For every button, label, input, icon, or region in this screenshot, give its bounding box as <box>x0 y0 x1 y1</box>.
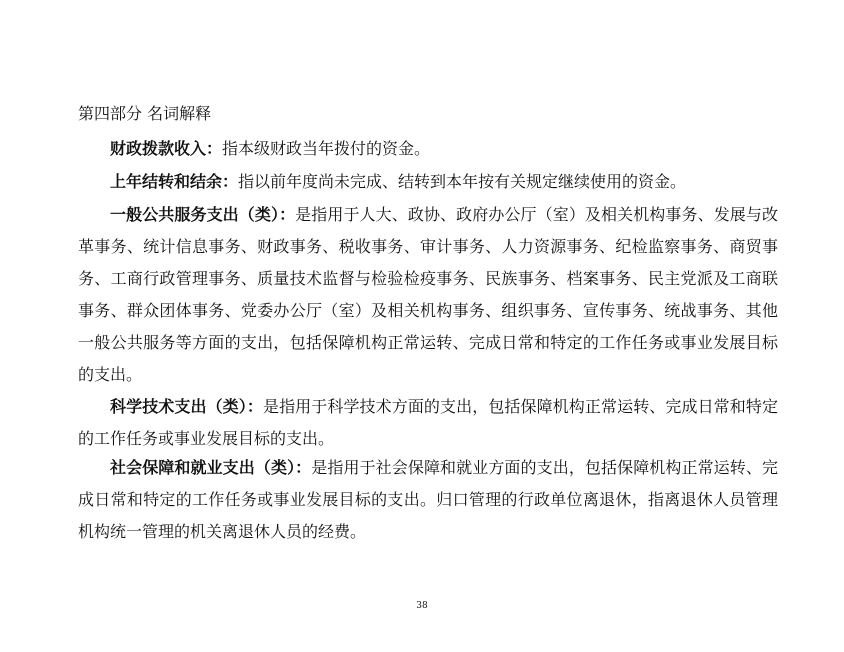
definition-term: 一般公共服务支出（类）： <box>110 205 296 224</box>
definition-term: 上年结转和结余： <box>110 172 239 191</box>
definition-term: 科学技术支出（类）： <box>110 397 263 416</box>
definition-text: 是指用于社会保障和就业方面的支出，包括保障机构正常运转、完成日常和特定的工作任务或事业发展目标的支出。归口管理的行政单位离退休，指离退休人员管理机构统一管理的机关离退休人员的经费。 <box>78 458 778 541</box>
definition-term: 社会保障和就业支出（类）： <box>110 458 312 477</box>
definition-paragraph <box>78 452 778 548</box>
definition-paragraph <box>78 199 778 391</box>
page-number: 38 <box>416 601 428 611</box>
definition-paragraph <box>78 166 778 198</box>
definition-paragraph <box>78 133 778 165</box>
definition-text: 指本级财政当年拨付的资金。 <box>222 139 431 158</box>
definition-text: 指以前年度尚未完成、结转到本年按有关规定继续使用的资金。 <box>238 172 687 191</box>
section-title: 第四部分 名词解释 <box>78 104 212 123</box>
definition-paragraph <box>78 391 778 455</box>
definition-text: 是指用于科学技术方面的支出，包括保障机构正常运转、完成日常和特定的工作任务或事业发展目标的支出。 <box>78 397 778 448</box>
definition-text: 是指用于人大、政协、政府办公厅（室）及相关机构事务、发展与改革事务、统计信息事务、财政事务、税收事务、审计事务、人力资源事务、纪检监察事务、商贸事务、工商行政管理事务、质量技术监督与检验检疫事务、民族事务、档案事务、民主党派及工商联事务、群众团体事务、党委办公厅（室）及相关机构事务、组织事务、宣传事务、统战事务、其他一般公共服务等方面的支出，包括保障机构正常运转、完成日常和特定的工作任务或事业发展目标的支出。 <box>78 205 778 384</box>
definition-term: 财政拨款收入： <box>110 139 223 158</box>
